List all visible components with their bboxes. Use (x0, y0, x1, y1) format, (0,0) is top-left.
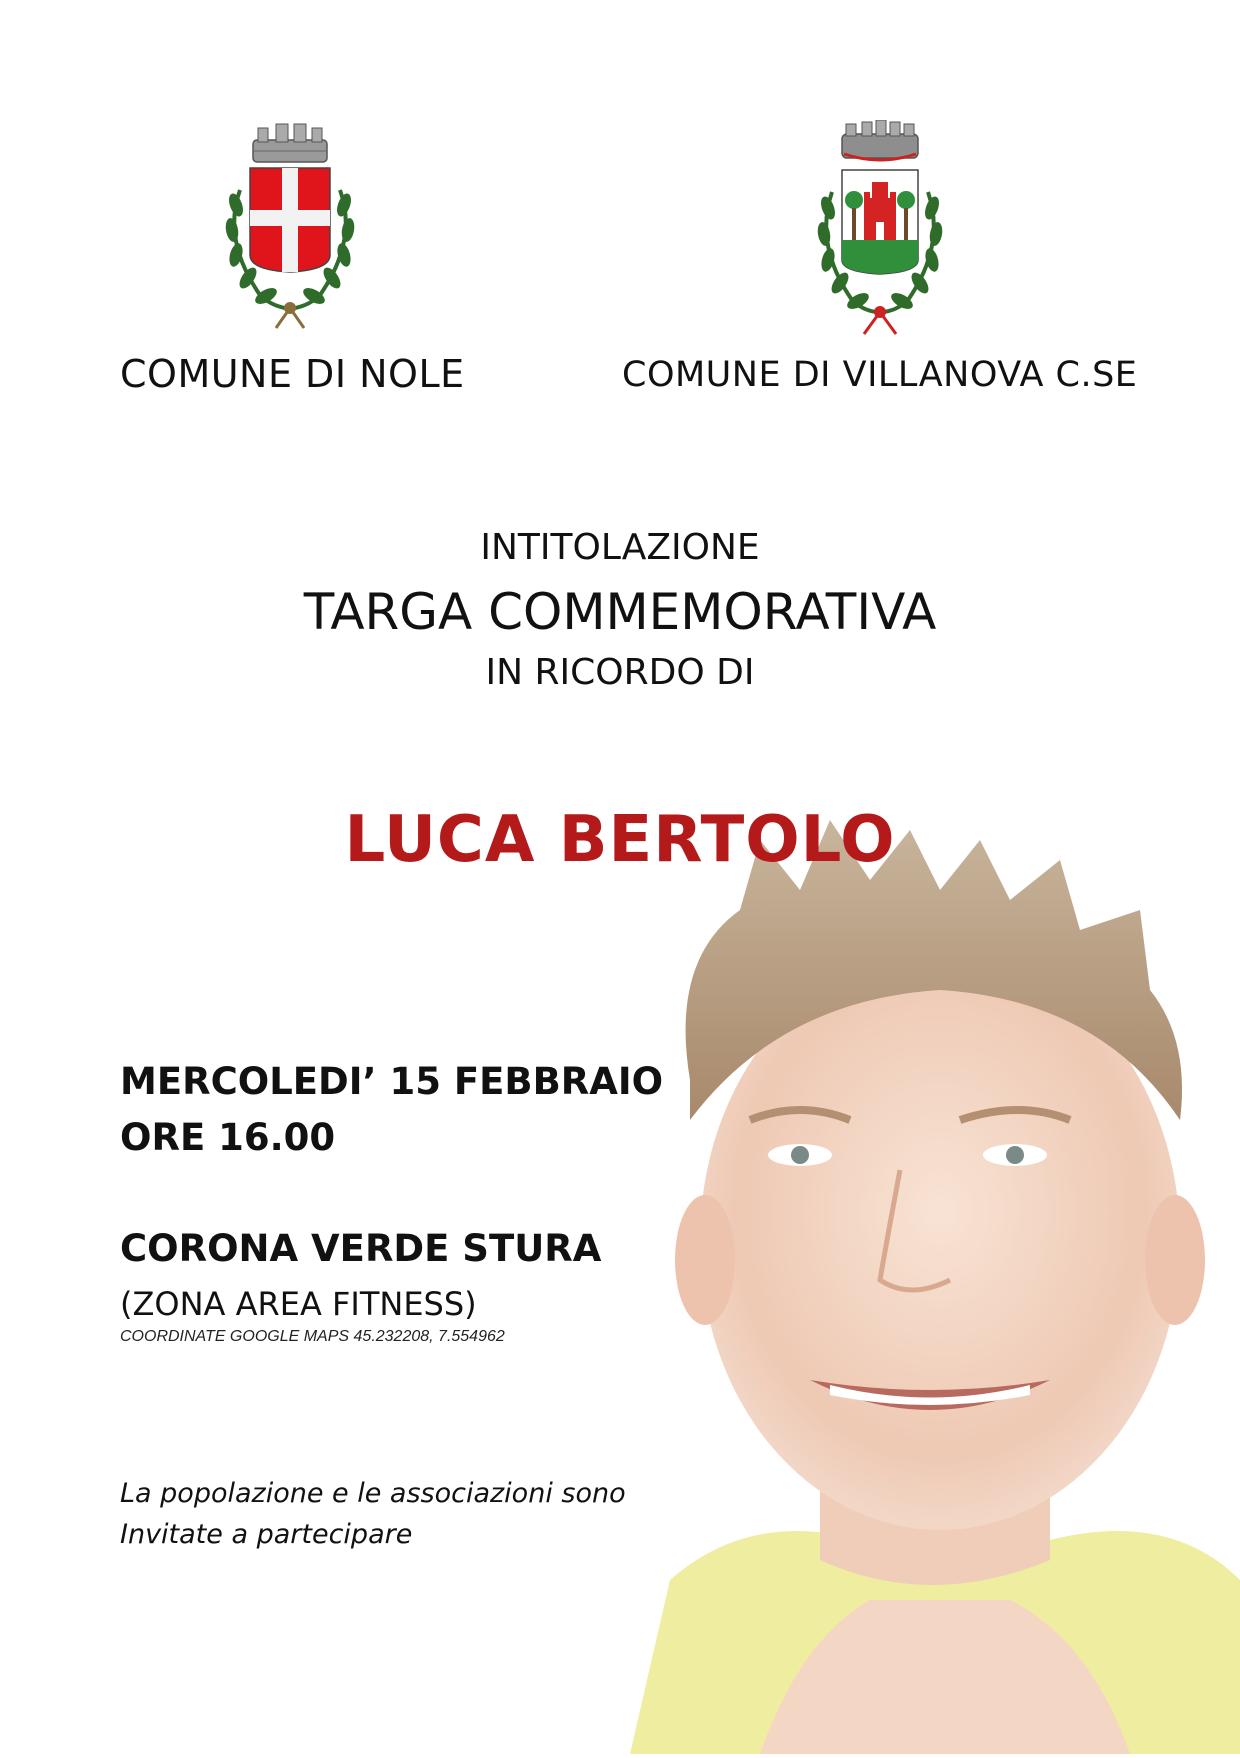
event-time: ORE 16.00 (120, 1116, 336, 1159)
mural-crown-icon (253, 124, 327, 162)
portrait-photo (630, 820, 1240, 1758)
title-intitolazione: INTITOLAZIONE (480, 527, 760, 568)
event-coordinates: COORDINATE GOOGLE MAPS 45.232208, 7.554962 (120, 1328, 505, 1345)
event-zone: (ZONA AREA FITNESS) (120, 1285, 477, 1323)
comune-nole-caption: COMUNE DI NOLE (120, 352, 465, 396)
invitation-line-2: Invitate a partecipare (120, 1519, 413, 1550)
mural-crown-icon (842, 120, 918, 160)
event-place: CORONA VERDE STURA (120, 1227, 602, 1270)
event-date: MERCOLEDI’ 15 FEBBRAIO (120, 1060, 664, 1103)
castle-shield-icon (842, 170, 918, 274)
villanova-coat-of-arms (800, 120, 960, 340)
savoy-cross-shield-icon (250, 168, 330, 272)
person-name: LUCA BERTOLO (344, 803, 896, 877)
title-targa-commemorativa: TARGA COMMEMORATIVA (303, 583, 937, 641)
comune-villanova-caption: COMUNE DI VILLANOVA C.SE (622, 355, 1138, 395)
title-in-ricordo-di: IN RICORDO DI (485, 652, 755, 693)
invitation-line-1: La popolazione e le associazioni sono (120, 1478, 626, 1509)
nole-coat-of-arms (210, 120, 370, 335)
